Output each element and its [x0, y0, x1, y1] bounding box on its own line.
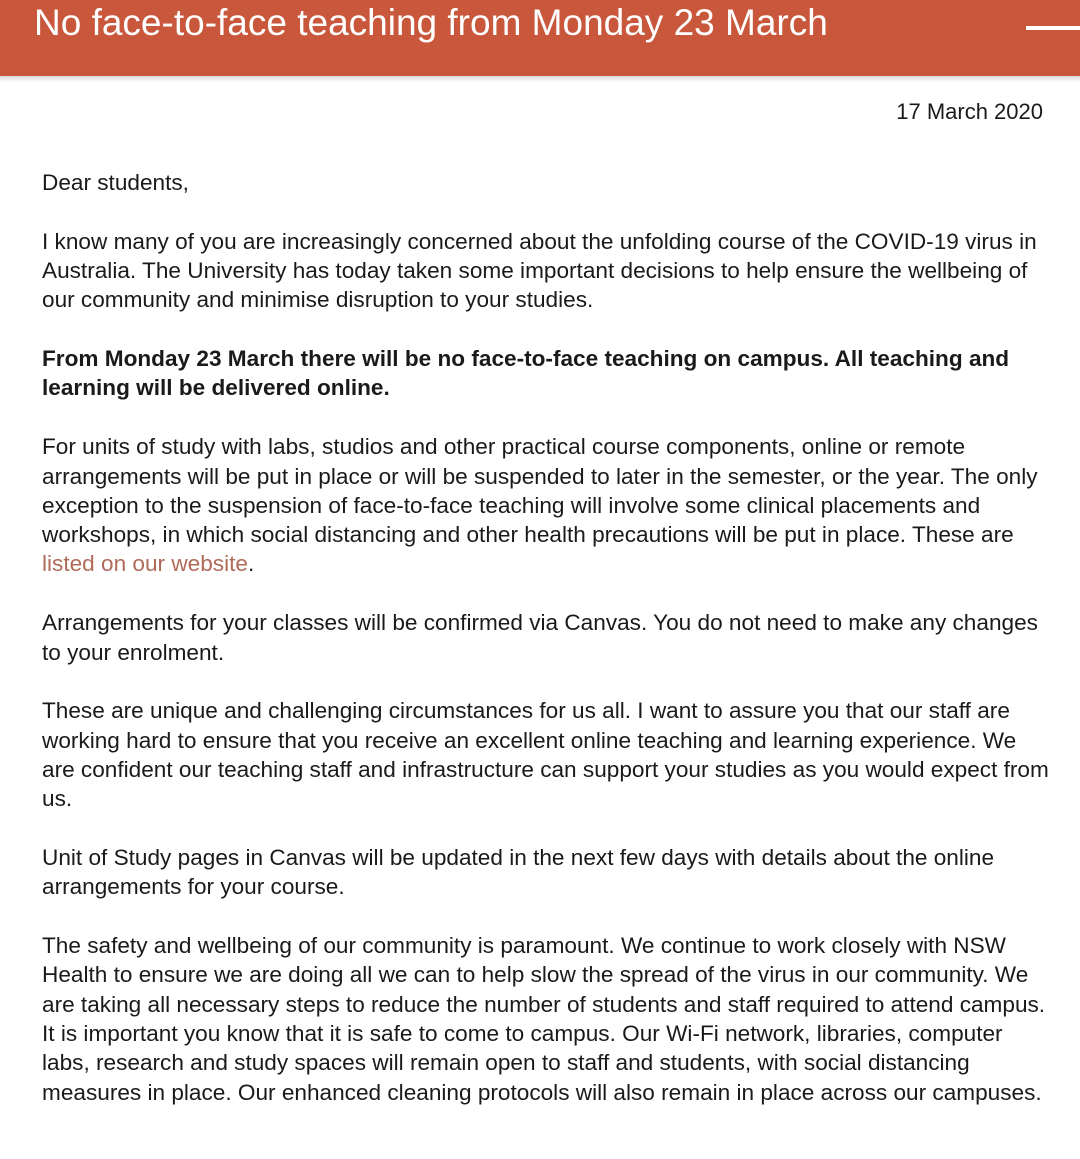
- header-bar: [0, 0, 1080, 76]
- paragraph-intro: I know many of you are increasingly concerned about the unfolding course of the COVID-19 virus in Australia. The University has today taken some important decisions to help ensure the wellbeing of our community and minimise disruption to your studies.: [42, 228, 1037, 313]
- salutation: Dear students,: [42, 170, 189, 195]
- paragraph-practical-units: [42, 432, 1052, 578]
- paragraph-practical-end: .: [247, 551, 255, 577]
- letter-body: [42, 168, 1052, 1136]
- paragraph-safety: The safety and wellbeing of our community is paramount. We continue to work closely with NSW Health to ensure we are doing all we can to help slow the spread of the virus in our community. We are taking all necessary steps to reduce the number of students and staff required to attend campus. It is important you know that it is safe to come to campus. Our Wi-Fi network, libraries, computer labs, research and study spaces will remain open to staff and students, with social distancing measures in place. Our enhanced cleaning protocols will also remain in place across our campuses.: [42, 933, 1046, 1105]
- paragraph-practical-text: For units of study with labs, studios and other practical course components, online or remote arrangements will be put in place or will be suspended to later in the semester, or the year. The only exception to the suspension of face-to-face teaching will involve some clinical placements and workshops, in which social distancing and other health precautions will be put in place. These are: [42, 434, 1038, 548]
- letter-date: 17 March 2020: [896, 99, 1043, 124]
- menu-dash-icon[interactable]: [1026, 26, 1080, 30]
- paragraph-unit-pages: Unit of Study pages in Canvas will be updated in the next few days with details about the online arrangements for your course.: [42, 845, 995, 900]
- paragraph-announcement: From Monday 23 March there will be no face-to-face teaching on campus. All teaching and learning will be delivered online.: [42, 346, 1010, 401]
- paragraph-canvas-arrangements: Arrangements for your classes will be confirmed via Canvas. You do not need to make any changes to your enrolment.: [42, 610, 1038, 665]
- header-shadow: [0, 76, 1080, 82]
- paragraph-circumstances: These are unique and challenging circumstances for us all. I want to assure you that our staff are working hard to ensure that you receive an excellent online teaching and learning experience. We are confident our teaching staff and infrastructure can support your studies as you would expect from us.: [42, 698, 1049, 812]
- page-title: No face-to-face teaching from Monday 23 March: [34, 2, 828, 43]
- website-link[interactable]: listed on our website: [42, 551, 248, 577]
